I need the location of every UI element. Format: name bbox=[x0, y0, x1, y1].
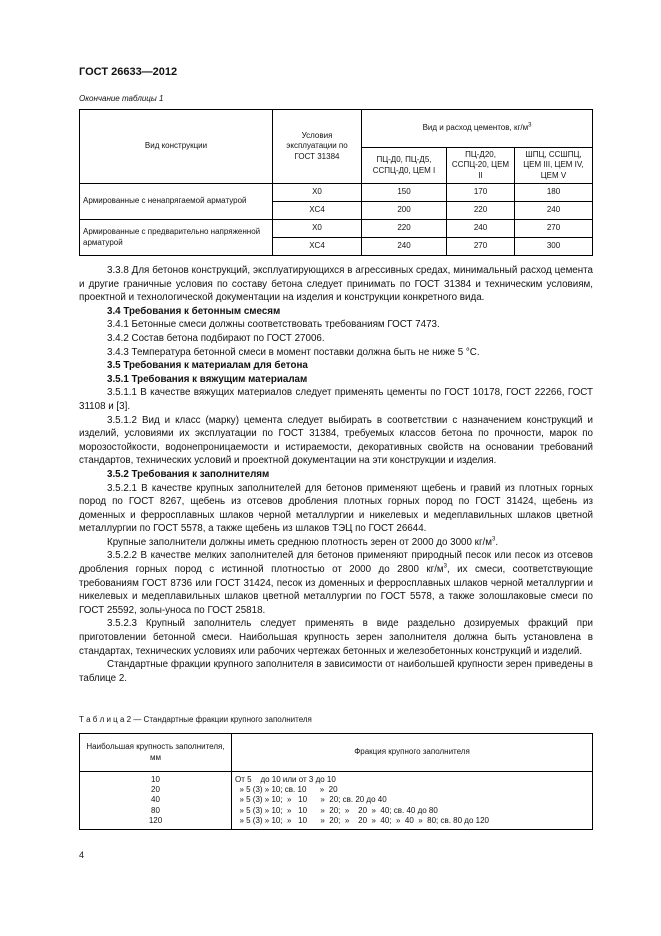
paragraph-table2-reference: Стандартные фракции крупного заполнителя в зависимости от наибольшей крупности зерен приведены в таблице 2. bbox=[79, 659, 593, 684]
cell-condition: X0 bbox=[273, 184, 362, 202]
header-max-size: Наибольшая крупность заполнителя, мм bbox=[80, 734, 232, 772]
header-fraction: Фракция крупного заполнителя bbox=[232, 734, 593, 772]
cell-value: 270 bbox=[515, 220, 593, 238]
size-value: 120 bbox=[148, 815, 163, 825]
cell-value: 220 bbox=[362, 220, 447, 238]
paragraph-3-4-2: 3.4.2 Состав бетона подбирают по ГОСТ 27006. bbox=[107, 332, 325, 344]
cell-value: 240 bbox=[362, 238, 447, 256]
section-heading-3-4: 3.4 Требования к бетонным смесям bbox=[107, 305, 281, 317]
header-cement-col-1: ПЦ-Д0, ПЦ-Д5, ССПЦ-Д0, ЦЕМ I bbox=[362, 148, 447, 184]
size-value: 20 bbox=[151, 785, 160, 795]
cell-condition: XC4 bbox=[273, 202, 362, 220]
cell-value: 150 bbox=[362, 184, 447, 202]
header-cement-col-3: ШПЦ, ССШПЦ, ЦЕМ III, ЦЕМ IV, ЦЕМ V bbox=[515, 148, 593, 184]
header-construction-type: Вид конструкции bbox=[80, 110, 273, 184]
cement-consumption-table bbox=[79, 109, 593, 256]
cell-value: 240 bbox=[515, 202, 593, 220]
table2-caption: Т а б л и ц а 2 — Стандартные фракции крупного заполнителя bbox=[79, 715, 312, 724]
section-heading-3-5-2: 3.5.2 Требования к заполнителям bbox=[107, 468, 270, 480]
table-row bbox=[80, 220, 593, 238]
paragraph-3-4-3: 3.4.3 Температура бетонной смеси в момент поставки должна быть не ниже 5 °С. bbox=[107, 346, 480, 358]
cell-value: 180 bbox=[515, 184, 593, 202]
fraction-value: » 5 (3) » 10; » 10 » 20; » 20 » 40; св. 40 до 80 bbox=[235, 805, 438, 815]
fraction-value: » 5 (3) » 10; св. 10 » 20 bbox=[235, 785, 338, 795]
cell-condition: X0 bbox=[273, 220, 362, 238]
cell-value: 240 bbox=[447, 220, 515, 238]
cell-value: 200 bbox=[362, 202, 447, 220]
section-heading-3-5-1: 3.5.1 Требования к вяжущим материалам bbox=[107, 373, 308, 385]
page-number: 4 bbox=[79, 850, 85, 860]
row-label-prestressed: Армированные с предварительно напряженной арматурой bbox=[80, 220, 273, 256]
cell-condition: XC4 bbox=[273, 238, 362, 256]
size-value: 10 bbox=[151, 775, 160, 784]
section-heading-3-5: 3.5 Требования к материалам для бетона bbox=[107, 360, 308, 372]
paragraph-3-4-1: 3.4.1 Бетонные смеси должны соответствовать требованиям ГОСТ 7473. bbox=[107, 319, 440, 331]
paragraph-3-5-1-1: 3.5.1.1 В качестве вяжущих материалов следует применять цементы по ГОСТ 10178, ГОСТ 22266, ГОСТ 31108 и [3]. bbox=[79, 387, 593, 412]
cell-sizes bbox=[80, 772, 232, 830]
size-value: 80 bbox=[151, 805, 160, 815]
paragraph-3-5-2-2: 3.5.2.2 В качестве мелких заполнителей для бетонов применяют природный песок или песок из отсевов дробления горных пород с истинной плотностью от 2000 до 2800 $кг/м^3$, их смеси, соответствующие требованиям ГОСТ 8736 или ГОСТ 31424, песок из доменных и ферросплавных шлаков черной металлургии и никелевых и медеплавильных шлаков цветной металлургии по ГОСТ 5578, а также золошлаковые смеси по ГОСТ 25592, золы-уноса по ГОСТ 25818. bbox=[79, 550, 593, 616]
table1-caption: Окончание таблицы 1 bbox=[79, 94, 164, 103]
table-row bbox=[80, 772, 593, 830]
paragraph-coarse-density: Крупные заполнители должны иметь среднюю плотность зерен от 2000 до 3000 $кг/м^3$. bbox=[107, 536, 499, 548]
fraction-value: » 5 (3) » 10; » 10 » 20; » 20 » 40; » 40 » 80; св. 80 до 120 bbox=[235, 815, 489, 825]
paragraph-3-5-2-1: 3.5.2.1 В качестве крупных заполнителей для бетонов применяют щебень и гравий из плотных горных пород по ГОСТ 8267, щебень из отсевов дробления плотных горных пород по ГОСТ 31424, щебень из доменных и ферросплавных шлаков черной металлургии и никелевых и медеплавильных шлаков цветной металлургии по ГОСТ 5578, а также щебень из шлаков ТЭЦ по ГОСТ 26644. bbox=[79, 482, 593, 535]
paragraph-3-5-1-2: 3.5.1.2 Вид и класс (марку) цемента следует выбирать в соответствии с назначением конструкций и изделий, условиями их эксплуатации по ГОСТ 31384, требуемых классов бетона по прочности, марок по морозостойкости, водонепроницаемости и истираемости, декоративных свойств на основании требований стандартов, технических условий и проектной документации на эти конструкции и изделия. bbox=[79, 414, 593, 467]
row-label-unstressed: Армированные с ненапрягаемой арматурой bbox=[80, 184, 273, 220]
cell-value: 270 bbox=[447, 238, 515, 256]
header-cement-group: Вид и расход цементов, $кг/м^3$ bbox=[362, 110, 593, 148]
fraction-value: От 5 до 10 или от 3 до 10 bbox=[235, 775, 336, 784]
cell-value: 220 bbox=[447, 202, 515, 220]
header-operating-conditions: Условия эксплуатации по ГОСТ 31384 bbox=[273, 110, 362, 184]
fraction-value: » 5 (3) » 10; » 10 » 20; св. 20 до 40 bbox=[235, 795, 387, 805]
header-cement-col-2: ПЦ-Д20, ССПЦ-20, ЦЕМ II bbox=[447, 148, 515, 184]
size-value: 40 bbox=[151, 795, 160, 805]
body-text bbox=[79, 264, 593, 685]
cell-value: 300 bbox=[515, 238, 593, 256]
document-header: ГОСТ 26633—2012 bbox=[79, 66, 178, 78]
cell-value: 170 bbox=[447, 184, 515, 202]
cell-fractions bbox=[232, 772, 593, 830]
table-row bbox=[80, 184, 593, 202]
paragraph-3-3-8: 3.3.8 Для бетонов конструкций, эксплуатирующихся в агрессивных средах, минимальный расход цемента и другие граничные условия по составу бетона следует принимать по ГОСТ 31384 и техническим условиям, проектной и технологической документации на изделия и конструкции конкретного вида. bbox=[79, 265, 593, 304]
aggregate-fractions-table bbox=[79, 733, 593, 830]
paragraph-3-5-2-3: 3.5.2.3 Крупный заполнитель следует применять в виде раздельно дозируемых фракций при приготовлении бетонной смеси. Наибольшая крупность зерен заполнителя должна быть установлена в стандартах, технических условиях или рабочих чертежах бетонных и железобетонных конструкций и изделий. bbox=[79, 618, 593, 657]
